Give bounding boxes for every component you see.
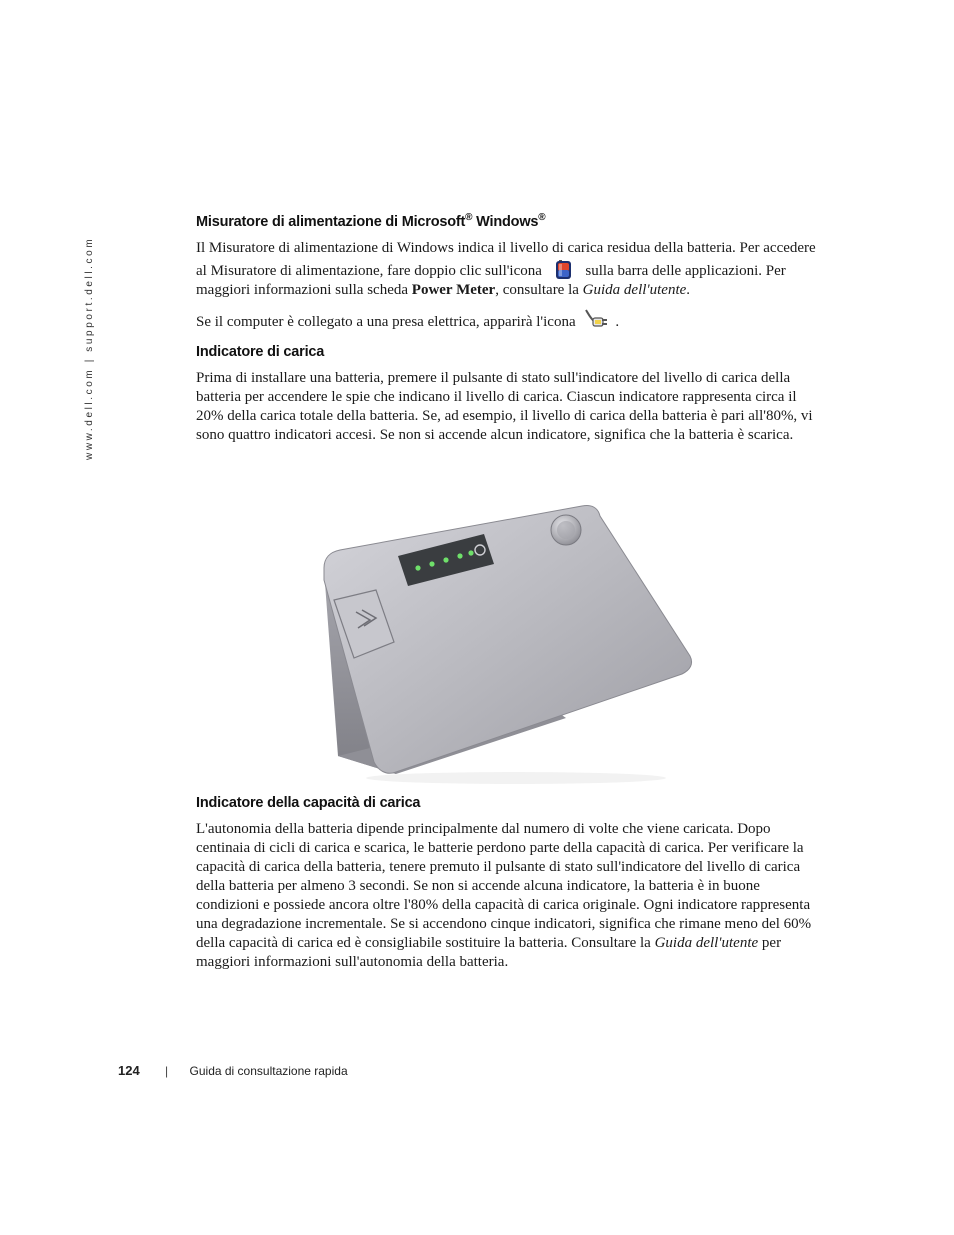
battery-meter-icon bbox=[550, 258, 578, 280]
charge-capacity-paragraph: L'autonomia della batteria dipende principalmente dal numero di volte che viene caricata. Dopo centinaia di cicli di carica e scarica, le batterie perdono parte della capacità di carica. Per verificare la capacità di carica della batteria, tenere premuto il pulsante di stato sull'indicatore del livello di carica della batteria per almeno 3 secondi. Se non si accende alcuna indicatore, la batteria è in buone condizioni e possiede ancora oltre l'80% della capacità di carica originale. Ogni indicatore rappresenta una degradazione incrementale. Se si accendono cinque indicatori, significa che rimane meno del 60% della capacità di carica ed è consigliabile sostituire la batteria. Consultare la Guida dell'utente per maggiori informazioni sull'autonomia della batteria. bbox=[196, 821, 812, 970]
battery-illustration bbox=[316, 496, 696, 786]
footer-title: Guida di consultazione rapida bbox=[189, 1064, 348, 1078]
sidebar-url: www.dell.com | support.dell.com bbox=[84, 236, 95, 460]
footer-separator: | bbox=[165, 1064, 169, 1078]
charge-indicator-paragraph: Prima di installare una batteria, premere il pulsante di stato sull'indicatore del livello di carica della batteria per accendere le spie che indicano il livello di carica. Ciascun indicatore rappresenta circa il 20% della carica totale della batteria. Se, ad esempio, il livello di carica della batteria è pari all'80%, vi sono quattro indicatori accesi. Se non si accende alcun indicatore, significa che la batteria è scarica. bbox=[196, 370, 813, 443]
power-meter-paragraph: Il Misuratore di alimentazione di Windows indica il livello di carica residua della batteria. Per accedere al Misuratore di alimentazione, fare doppio clic sull'icona sulla barra delle applicazioni. Per maggiori informazioni sulla scheda Power Meter, consultare la Guida dell'utente. bbox=[196, 240, 816, 298]
power-plug-icon bbox=[583, 307, 611, 329]
section-title-power-meter: Misuratore di alimentazione di Microsoft® Windows® bbox=[196, 212, 546, 230]
page-footer bbox=[118, 1063, 348, 1078]
power-plug-paragraph: Se il computer è collegato a una presa elettrica, apparirà l'icona . bbox=[196, 307, 816, 332]
section-title-charge-indicator: Indicatore di carica bbox=[196, 344, 325, 360]
page-number: 124 bbox=[118, 1063, 140, 1078]
section-title-charge-capacity: Indicatore della capacità di carica bbox=[196, 795, 421, 811]
